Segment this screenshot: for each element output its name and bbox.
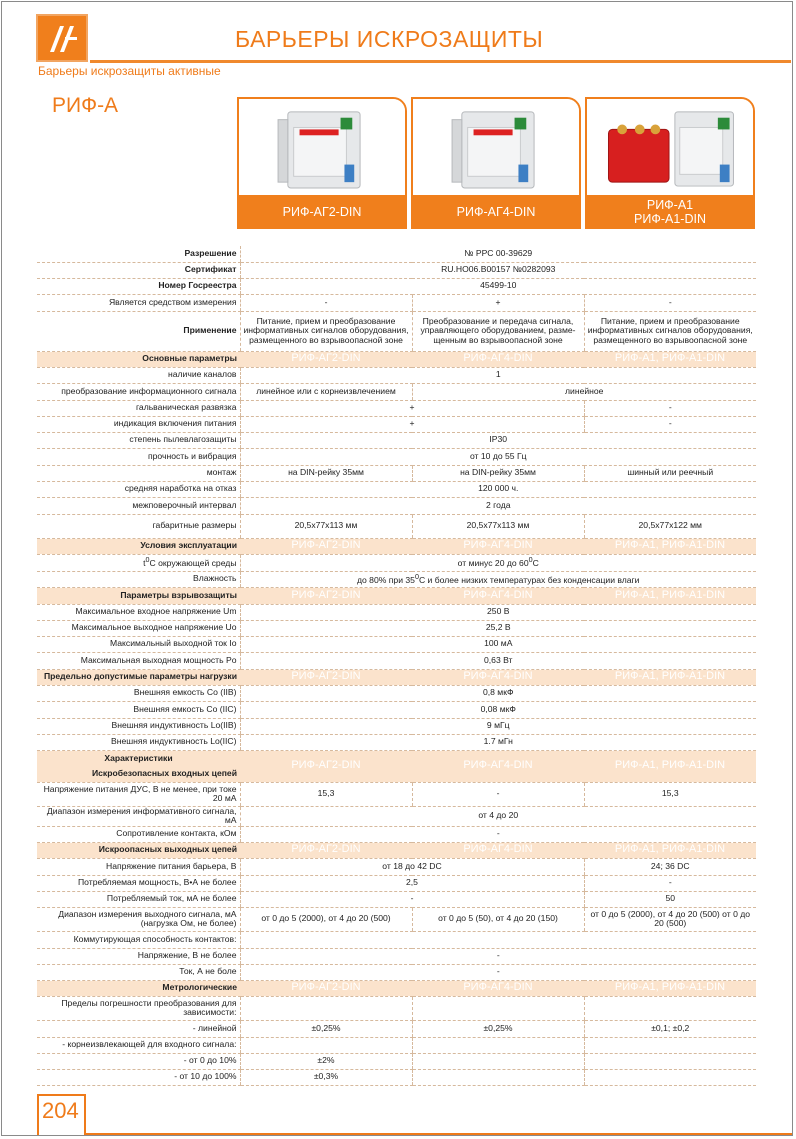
cell-value: 0,63 Вт: [240, 652, 756, 669]
cell-value: [240, 996, 412, 1020]
row-label: Напряжение, В не более: [37, 948, 240, 964]
table-row: [37, 554, 756, 571]
cell-value: 50: [584, 891, 756, 907]
section-row: [37, 351, 756, 367]
product-name-din: РИФ-А1-DIN: [634, 212, 706, 226]
cell-value: 20,5x77x113 мм: [240, 514, 412, 538]
cell-value: -: [240, 294, 412, 311]
row-label: монтаж: [37, 465, 240, 481]
row-label: степень пылевлагозащиты: [37, 432, 240, 448]
table-row: [37, 1020, 756, 1037]
cell-value: ±0,1; ±0,2: [584, 1020, 756, 1037]
product-image: [587, 99, 753, 195]
cell-value: на DIN-рейку 35мм: [412, 465, 584, 481]
section-watermark: РИФ-А1, РИФ-А1-DIN: [584, 842, 756, 858]
table-row: [37, 465, 756, 481]
table-row: [37, 964, 756, 980]
product-card-label: [587, 195, 753, 229]
value-sup: 0: [414, 572, 419, 581]
product-card-ag2: [237, 97, 407, 229]
table-row: [37, 891, 756, 907]
table-row: [37, 718, 756, 734]
cell-value: +: [240, 400, 584, 416]
section-subtitle: Барьеры искрозащиты активные: [38, 64, 221, 78]
row-label: Диапазон измерения информативного сигнала, мА: [37, 806, 240, 826]
row-label: средняя наработка на отказ: [37, 481, 240, 497]
cell-value: [584, 1053, 756, 1069]
cell-value: от 0 до 5 (2000), от 4 до 20 (500): [240, 907, 412, 931]
cell-value: от 0 до 5 (2000), от 4 до 20 (500) от 0 до 20 (500): [584, 907, 756, 931]
product-card-label: РИФ-АГ2-DIN: [239, 195, 405, 229]
cell-value: 45499-10: [240, 278, 756, 294]
cell-value: -: [584, 294, 756, 311]
cell-value: [584, 1037, 756, 1053]
cell-value: 9 мГц: [240, 718, 756, 734]
value-part: от минус 20 до 60: [457, 558, 529, 569]
table-row: [37, 734, 756, 750]
section-watermark: РИФ-А1, РИФ-А1-DIN: [584, 587, 756, 604]
label-part: C окружающей среды: [149, 558, 237, 569]
row-label: Максимальная выходная мощность Po: [37, 652, 240, 669]
table-row: [37, 416, 756, 432]
section-row: [37, 750, 756, 782]
cell-value: 1: [240, 367, 756, 383]
brand-logo-icon: [46, 22, 80, 56]
cell-value: [240, 554, 756, 571]
product-card-a1: [585, 97, 755, 229]
cell-value: -: [584, 400, 756, 416]
cell-value: 1.7 мГн: [240, 734, 756, 750]
table-row: [37, 620, 756, 636]
row-label: Диапазон измерения выходного сигнала, мА (нагрузка Ом, не более): [37, 907, 240, 931]
row-label: - от 0 до 10%: [37, 1053, 240, 1069]
section-label-line: Искробезопасных входных цепей: [91, 767, 237, 778]
section-watermark: РИФ-А1, РИФ-А1-DIN: [584, 351, 756, 367]
table-row: [37, 262, 756, 278]
table-row: [37, 996, 756, 1020]
cell-value: +: [240, 416, 584, 432]
product-card-ag4: [411, 97, 581, 229]
table-row: [37, 636, 756, 652]
row-label: - линейной: [37, 1020, 240, 1037]
cell-value: RU.HO06.B00157 №0282093: [240, 262, 756, 278]
section-label: Метрологические: [37, 980, 240, 996]
section-row: [37, 538, 756, 554]
section-watermark: РИФ-АГ4-DIN: [412, 538, 584, 554]
parameters-table: [37, 246, 756, 1086]
header-rule: [90, 60, 791, 63]
cell-value: -: [240, 826, 756, 842]
cell-value: [240, 571, 756, 587]
table-row: [37, 294, 756, 311]
section-watermark: РИФ-АГ2-DIN: [240, 351, 412, 367]
cell-value: 120 000 ч.: [240, 481, 756, 497]
cell-value: [584, 1069, 756, 1085]
section-row: [37, 669, 756, 685]
table-row: [37, 782, 756, 806]
table-row: [37, 1069, 756, 1085]
table-row: [37, 826, 756, 842]
cell-value: ±0,3%: [240, 1069, 412, 1085]
cell-value: -: [584, 875, 756, 891]
section-watermark: РИФ-АГ2-DIN: [240, 669, 412, 685]
table-row: [37, 571, 756, 587]
section-row: [37, 842, 756, 858]
row-label: Коммутирующая способность контактов:: [37, 931, 240, 948]
label-part: t: [143, 558, 146, 569]
row-label: Максимальное выходное напряжение Uo: [37, 620, 240, 636]
row-label: Ток, А не боле: [37, 964, 240, 980]
row-label: Максимальный выходной ток Io: [37, 636, 240, 652]
section-row: [37, 587, 756, 604]
cell-value: от 4 до 20: [240, 806, 756, 826]
cell-value: 15,3: [240, 782, 412, 806]
row-label: [37, 554, 240, 571]
table-row: [37, 875, 756, 891]
cell-value: [412, 1037, 584, 1053]
cell-value: № РРС 00-39629: [240, 246, 756, 262]
table-row: [37, 652, 756, 669]
cell-value: Преобразование и передача сигнала, управляющего оборудованием, разме- щенным во взрывоопасной зоне: [412, 311, 584, 351]
table-row: [37, 1037, 756, 1053]
table-row: [37, 806, 756, 826]
cell-value: [412, 996, 584, 1020]
row-label: - от 10 до 100%: [37, 1069, 240, 1085]
product-card-label: РИФ-АГ4-DIN: [413, 195, 579, 229]
page-number: 204: [42, 1098, 79, 1123]
cell-value: -: [584, 416, 756, 432]
cell-value: 20,5x77x122 мм: [584, 514, 756, 538]
section-label: [37, 750, 240, 782]
value-sup: 0: [528, 556, 533, 565]
section-watermark: РИФ-АГ4-DIN: [412, 842, 584, 858]
cell-value: -: [412, 782, 584, 806]
row-label: Сопротивление контакта, кОм: [37, 826, 240, 842]
row-label: Потребляемый ток, мА не более: [37, 891, 240, 907]
table-row: [37, 246, 756, 262]
table-row: [37, 400, 756, 416]
row-label: наличие каналов: [37, 367, 240, 383]
row-label: гальваническая развязка: [37, 400, 240, 416]
section-watermark: РИФ-АГ2-DIN: [240, 587, 412, 604]
cell-value: [240, 931, 756, 948]
section-watermark: РИФ-А1, РИФ-А1-DIN: [584, 538, 756, 554]
section-watermark: РИФ-АГ2-DIN: [240, 538, 412, 554]
section-label: Предельно допустимые параметры нагрузки: [37, 669, 240, 685]
table-row: [37, 858, 756, 875]
row-label: Номер Госреестра: [37, 278, 240, 294]
cell-value: Питание, прием и преобразование информативных сигналов оборудования, размещенного во взрывоопасной зоне: [240, 311, 412, 351]
cell-value: -: [240, 891, 584, 907]
cell-value: 2 года: [240, 497, 756, 514]
row-label: Внешняя емкость Co (IIC): [37, 701, 240, 718]
cell-value: 100 мА: [240, 636, 756, 652]
label-sup: 0: [145, 556, 150, 565]
cell-value: [240, 1037, 412, 1053]
table-row: [37, 685, 756, 701]
table-row: [37, 311, 756, 351]
series-title: РИФ-А: [52, 94, 119, 117]
product-image: [239, 99, 405, 195]
row-label: Применение: [37, 311, 240, 351]
table-row: [37, 278, 756, 294]
footer-rule: [86, 1133, 792, 1135]
section-watermark: РИФ-АГ4-DIN: [412, 669, 584, 685]
row-label: Напряжение питания ДУС, В не менее, при токе 20 мА: [37, 782, 240, 806]
table-row: [37, 432, 756, 448]
section-watermark: РИФ-АГ4-DIN: [412, 587, 584, 604]
section-watermark: РИФ-АГ2-DIN: [240, 750, 412, 782]
row-label: Влажность: [37, 571, 240, 587]
row-label: Внешняя емкость Co (IIB): [37, 685, 240, 701]
brand-logo: [36, 14, 88, 62]
row-label: прочность и вибрация: [37, 448, 240, 465]
section-label: Основные параметры: [37, 351, 240, 367]
table-row: [37, 367, 756, 383]
cell-value: 2,5: [240, 875, 584, 891]
table-row: [37, 907, 756, 931]
section-label-line: Характеристики: [104, 753, 173, 763]
table-row: [37, 701, 756, 718]
row-label: Потребляемая мощность, В•А не более: [37, 875, 240, 891]
cell-value: -: [240, 964, 756, 980]
cell-value: от 18 до 42 DC: [240, 858, 584, 875]
section-watermark: РИФ-АГ4-DIN: [412, 351, 584, 367]
section-watermark: РИФ-АГ4-DIN: [412, 750, 584, 782]
row-label: Сертификат: [37, 262, 240, 278]
table-row: [37, 948, 756, 964]
cell-value: ±0,25%: [412, 1020, 584, 1037]
table-row: [37, 448, 756, 465]
cell-value: от 0 до 5 (50), от 4 до 20 (150): [412, 907, 584, 931]
row-label: Является средством измерения: [37, 294, 240, 311]
value-part: до 80% при 35: [357, 574, 415, 585]
table-row: [37, 481, 756, 497]
value-part: C и более низких температурах без конденсации влаги: [418, 574, 640, 585]
section-watermark: РИФ-АГ2-DIN: [240, 980, 412, 996]
section-watermark: РИФ-А1, РИФ-А1-DIN: [584, 669, 756, 685]
section-watermark: РИФ-АГ2-DIN: [240, 842, 412, 858]
cell-value: линейное: [412, 383, 756, 400]
row-label: Пределы погрешности преобразования для зависимости:: [37, 996, 240, 1020]
cell-value: [412, 1053, 584, 1069]
table-row: [37, 383, 756, 400]
table-row: [37, 497, 756, 514]
value-part: C: [532, 558, 539, 569]
section-watermark: РИФ-А1, РИФ-А1-DIN: [584, 980, 756, 996]
cell-value: 15,3: [584, 782, 756, 806]
cell-value: от 10 до 55 Гц: [240, 448, 756, 465]
cell-value: [584, 996, 756, 1020]
section-label: Параметры взрывозащиты: [37, 587, 240, 604]
row-label: межповерочный интервал: [37, 497, 240, 514]
row-label: Максимальное входное напряжение Um: [37, 604, 240, 620]
table-row: [37, 604, 756, 620]
row-label: - корнеизвлекающей для входного сигнала:: [37, 1037, 240, 1053]
cell-value: +: [412, 294, 584, 311]
cell-value: ±2%: [240, 1053, 412, 1069]
cell-value: 0,8 мкФ: [240, 685, 756, 701]
product-image: [413, 99, 579, 195]
cell-value: -: [240, 948, 756, 964]
cell-value: 25,2 В: [240, 620, 756, 636]
section-label: Условия эксплуатации: [37, 538, 240, 554]
row-label: Внешняя индуктивность Lo(IIB): [37, 718, 240, 734]
page-title: БАРЬЕРЫ ИСКРОЗАЩИТЫ: [235, 26, 544, 52]
cell-value: шинный или реечный: [584, 465, 756, 481]
cell-value: 0,08 мкФ: [240, 701, 756, 718]
cell-value: [412, 1069, 584, 1085]
table-row: [37, 931, 756, 948]
row-label: индикация включения питания: [37, 416, 240, 432]
cell-value: 250 В: [240, 604, 756, 620]
table-row: [37, 514, 756, 538]
cell-value: линейное или с корнеизвлечением: [240, 383, 412, 400]
cell-value: 24; 36 DC: [584, 858, 756, 875]
section-label: Искроопасных выходных цепей: [37, 842, 240, 858]
row-label: Внешняя индуктивность Lo(IIC): [37, 734, 240, 750]
cell-value: на DIN-рейку 35мм: [240, 465, 412, 481]
section-watermark: РИФ-АГ4-DIN: [412, 980, 584, 996]
cell-value: Питание, прием и преобразование информативных сигналов оборудования, размещенного во взрывоопасной зоне: [584, 311, 756, 351]
section-row: [37, 980, 756, 996]
cell-value: ±0,25%: [240, 1020, 412, 1037]
cell-value: 20,5x77x113 мм: [412, 514, 584, 538]
cell-value: IP30: [240, 432, 756, 448]
section-watermark: РИФ-А1, РИФ-А1-DIN: [584, 750, 756, 782]
row-label: преобразование информационного сигнала: [37, 383, 240, 400]
row-label: Напряжение питания барьера, В: [37, 858, 240, 875]
row-label: габаритные размеры: [37, 514, 240, 538]
product-name: РИФ-А1: [646, 198, 694, 212]
table-row: [37, 1053, 756, 1069]
row-label: Разрешение: [37, 246, 240, 262]
